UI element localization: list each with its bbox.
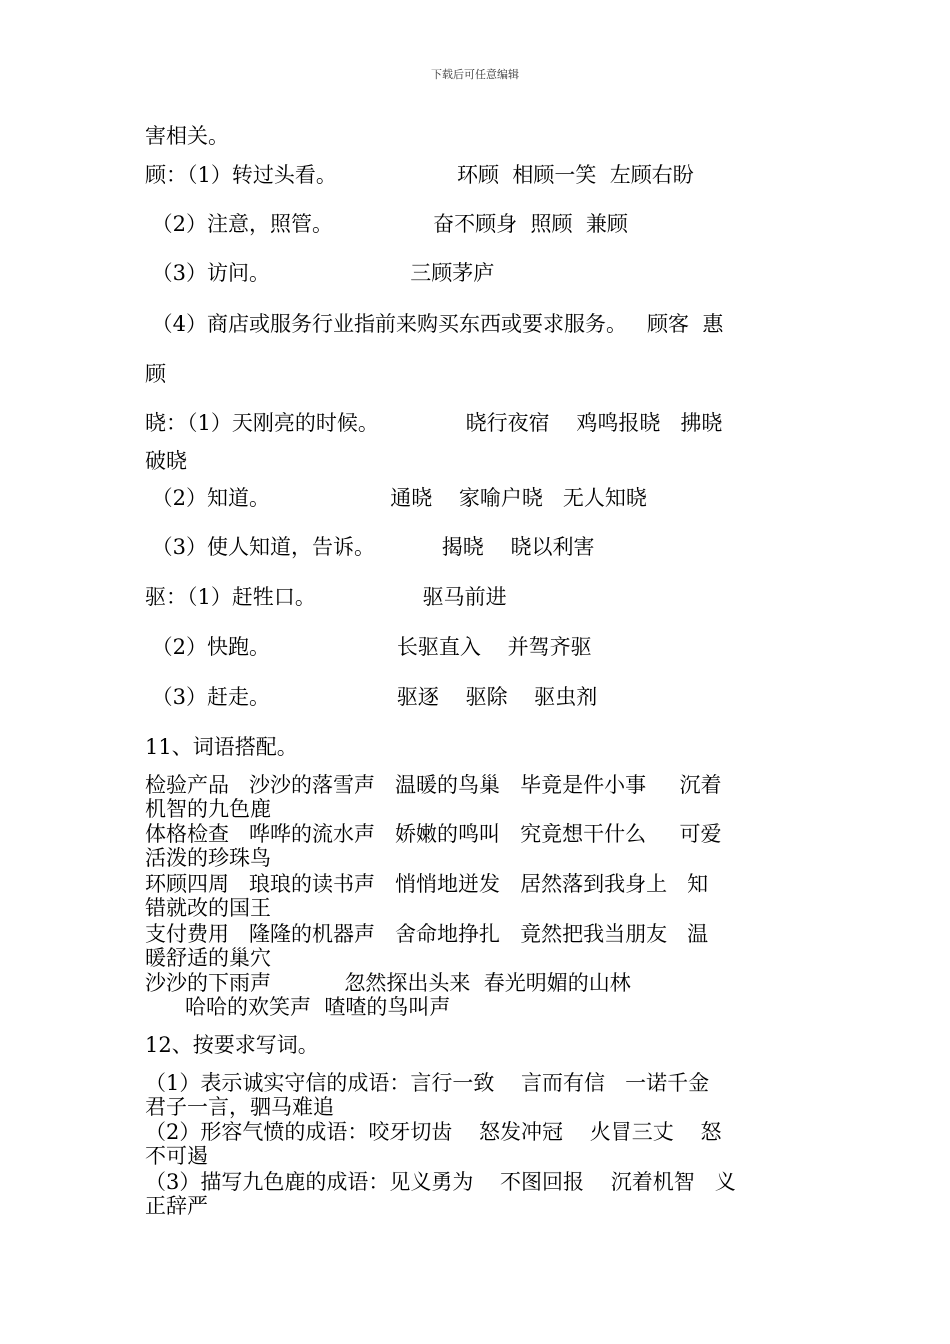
text-line: 顾：（1）转过头看。 环顾 相顾一笑 左顾右盼 xyxy=(145,163,694,187)
text-line: 机智的九色鹿 xyxy=(145,797,271,821)
text-line: （3）描写九色鹿的成语：见义勇为 不图回报 沉着机智 义 xyxy=(145,1170,736,1194)
text-line: 支付费用 隆隆的机器声 舍命地挣扎 竟然把我当朋友 温 xyxy=(145,922,709,946)
text-line: （2）快跑。 长驱直入 并驾齐驱 xyxy=(145,635,592,659)
text-line: （3）访问。 三顾茅庐 xyxy=(145,261,495,285)
text-line: 活泼的珍珠鸟 xyxy=(145,846,271,870)
text-line: （1）表示诚实守信的成语：言行一致 言而有信 一诺千金 xyxy=(145,1071,710,1095)
text-line: 哈哈的欢笑声 喳喳的鸟叫声 xyxy=(145,995,451,1019)
text-line: 错就改的国王 xyxy=(145,896,271,920)
text-line: 环顾四周 琅琅的读书声 悄悄地迸发 居然落到我身上 知 xyxy=(145,872,709,896)
text-line: （4）商店或服务行业指前来购买东西或要求服务。 顾客 惠 xyxy=(145,312,724,336)
text-line: 君子一言，驷马难追 xyxy=(145,1095,334,1119)
text-line: 暖舒适的巢穴 xyxy=(145,946,271,970)
text-line: （2）注意，照管。 奋不顾身 照顾 兼顾 xyxy=(145,212,628,236)
text-line: （2）知道。 通晓 家喻户晓 无人知晓 xyxy=(145,486,647,510)
text-line: 正辞严 xyxy=(145,1194,208,1218)
text-line: 破晓 xyxy=(145,449,187,473)
text-line: 检验产品 沙沙的落雪声 温暖的鸟巢 毕竟是件小事 沉着 xyxy=(145,773,722,797)
text-line: 不可遏 xyxy=(145,1144,208,1168)
text-line: （2）形容气愤的成语：咬牙切齿 怒发冲冠 火冒三丈 怒 xyxy=(145,1120,722,1144)
section-heading: 12、按要求写词。 xyxy=(145,1033,319,1057)
page-header: 下载后可任意编辑 xyxy=(431,68,519,81)
text-line: 沙沙的下雨声 忽然探出头来 春光明媚的山林 xyxy=(145,971,631,995)
text-line: 晓：（1）天刚亮的时候。 晓行夜宿 鸡鸣报晓 拂晓 xyxy=(145,411,723,435)
text-line: 体格检查 哗哗的流水声 娇嫩的鸣叫 究竟想干什么 可爱 xyxy=(145,822,722,846)
text-line: 驱：（1）赶牲口。 驱马前进 xyxy=(145,585,507,609)
text-line: （3）使人知道，告诉。 揭晓 晓以利害 xyxy=(145,535,595,559)
text-line: （3）赶走。 驱逐 驱除 驱虫剂 xyxy=(145,685,598,709)
text-line: 害相关。 xyxy=(145,124,229,148)
text-line: 顾 xyxy=(145,362,166,386)
section-heading: 11、词语搭配。 xyxy=(145,735,298,759)
